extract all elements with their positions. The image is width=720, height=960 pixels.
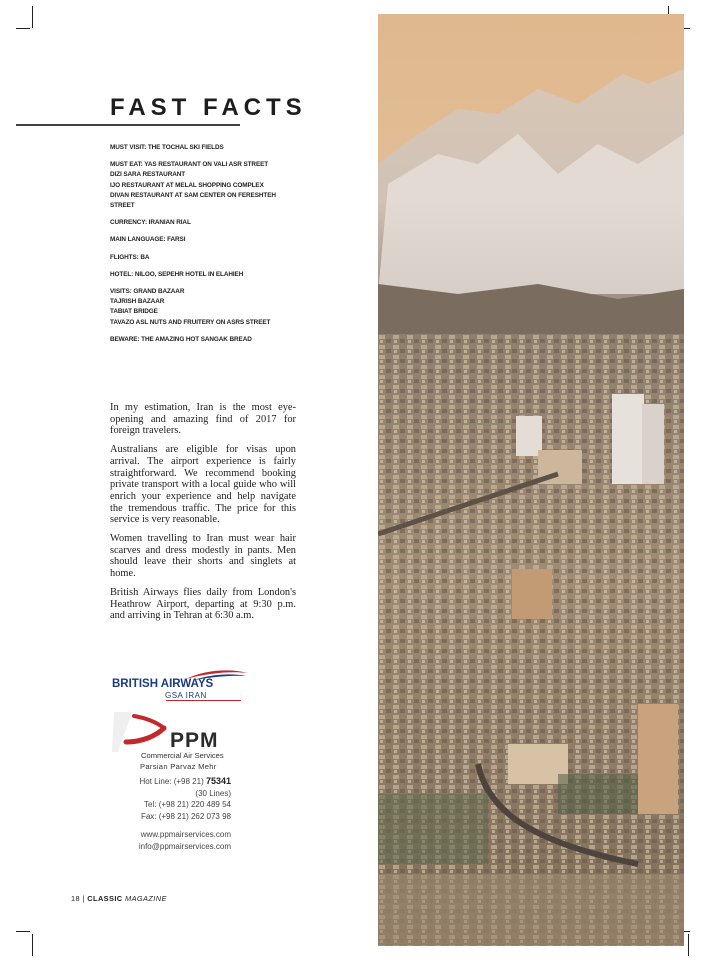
fact-currency: CURRENCY: IRANIAN RIAL xyxy=(110,219,191,227)
page-number: 18 xyxy=(71,894,81,903)
article-paragraph: British Airways flies daily from London's Heathrow Airport, departing at 9:30 p.m. and arriving in Tehran at 6:30 a.m. xyxy=(110,586,296,622)
hotline: Hot Line: (+98 21) 75341 xyxy=(139,776,231,786)
page-footer xyxy=(71,894,167,903)
website-link[interactable]: www.ppmairservices.com xyxy=(140,830,231,839)
ppm-tagline: Commercial Air Services xyxy=(141,751,224,760)
ppm-logo xyxy=(112,712,252,772)
crop-mark xyxy=(32,6,33,28)
crop-mark xyxy=(16,28,30,29)
ppm-wordmark: PPM xyxy=(170,729,219,752)
hotline-note: (30 Lines) xyxy=(195,788,231,798)
ppm-company: Parsian Parvaz Mehr xyxy=(140,762,217,771)
ba-name: BRITISH AIRWAYS xyxy=(112,678,214,690)
ba-underline xyxy=(166,700,241,701)
fact-language: MAIN LANGUAGE: FARSI xyxy=(110,236,186,244)
cityscape-image xyxy=(378,14,684,946)
tehran-cityscape-photo xyxy=(378,14,684,946)
fact-hotel: HOTEL: NILOO, SEPEHR HOTEL IN ELAHIEH xyxy=(110,270,244,278)
fact-visits: VISITS: GRAND BAZAAR TAJRISH BAZAAR TABIAT BRIDGE TAVAZO ASL NUTS AND FRUITERY ON ASRS STREET xyxy=(110,288,271,326)
fast-facts-title: FAST FACTS xyxy=(110,94,307,121)
fact-beware: BEWARE: THE AMAZING HOT SANGAK BREAD xyxy=(110,335,252,343)
article-paragraph: Australians are eligible for visas upon arrival. The airport experience is fairly straightforward. We recommend booking private transport with a local guide who will enrich your experience and help navigate the tremendous traffic. The price for this service is very reasonable. xyxy=(110,444,296,526)
fact-flights: FLIGHTS: BA xyxy=(110,253,150,261)
british-airways-logo xyxy=(112,668,247,704)
article-paragraph: Women travelling to Iran must wear hair scarves and dress modestly in pants. Men should leave their shorts and singlets at home. xyxy=(110,533,296,580)
tel: Tel: (+98 21) 220 489 54 xyxy=(144,800,231,809)
footer-separator: | xyxy=(82,894,85,903)
email-link[interactable]: info@ppmairservices.com xyxy=(138,841,231,851)
fax: Fax: (+98 21) 262 073 98 xyxy=(140,811,231,821)
ba-subtitle: GSA IRAN xyxy=(165,691,207,700)
footer-brand: CLASSIC xyxy=(87,894,123,903)
fast-facts-list xyxy=(110,143,310,352)
title-divider xyxy=(16,124,240,126)
article-paragraph: In my estimation, Iran is the most eye-opening and amazing find of 2017 for foreign travelers. xyxy=(110,402,296,437)
footer-magazine: MAGAZINE xyxy=(125,894,167,903)
crop-mark xyxy=(688,934,689,956)
crop-mark xyxy=(16,931,30,932)
fact-must-visit: MUST VISIT: THE TOCHAL SKI FIELDS xyxy=(110,144,224,151)
fact-must-eat: MUST EAT: YAS RESTAURANT ON VALI ASR STREET DIZI SARA RESTAURANT IJO RESTAURANT AT MELAL SHOPPING COMPLEX DIVAN RESTAURANT AT SAM CENTER ON FERESHTEH STREET xyxy=(110,161,276,210)
article-body xyxy=(110,402,296,629)
crop-mark xyxy=(32,934,33,956)
ppm-contact xyxy=(100,776,231,852)
